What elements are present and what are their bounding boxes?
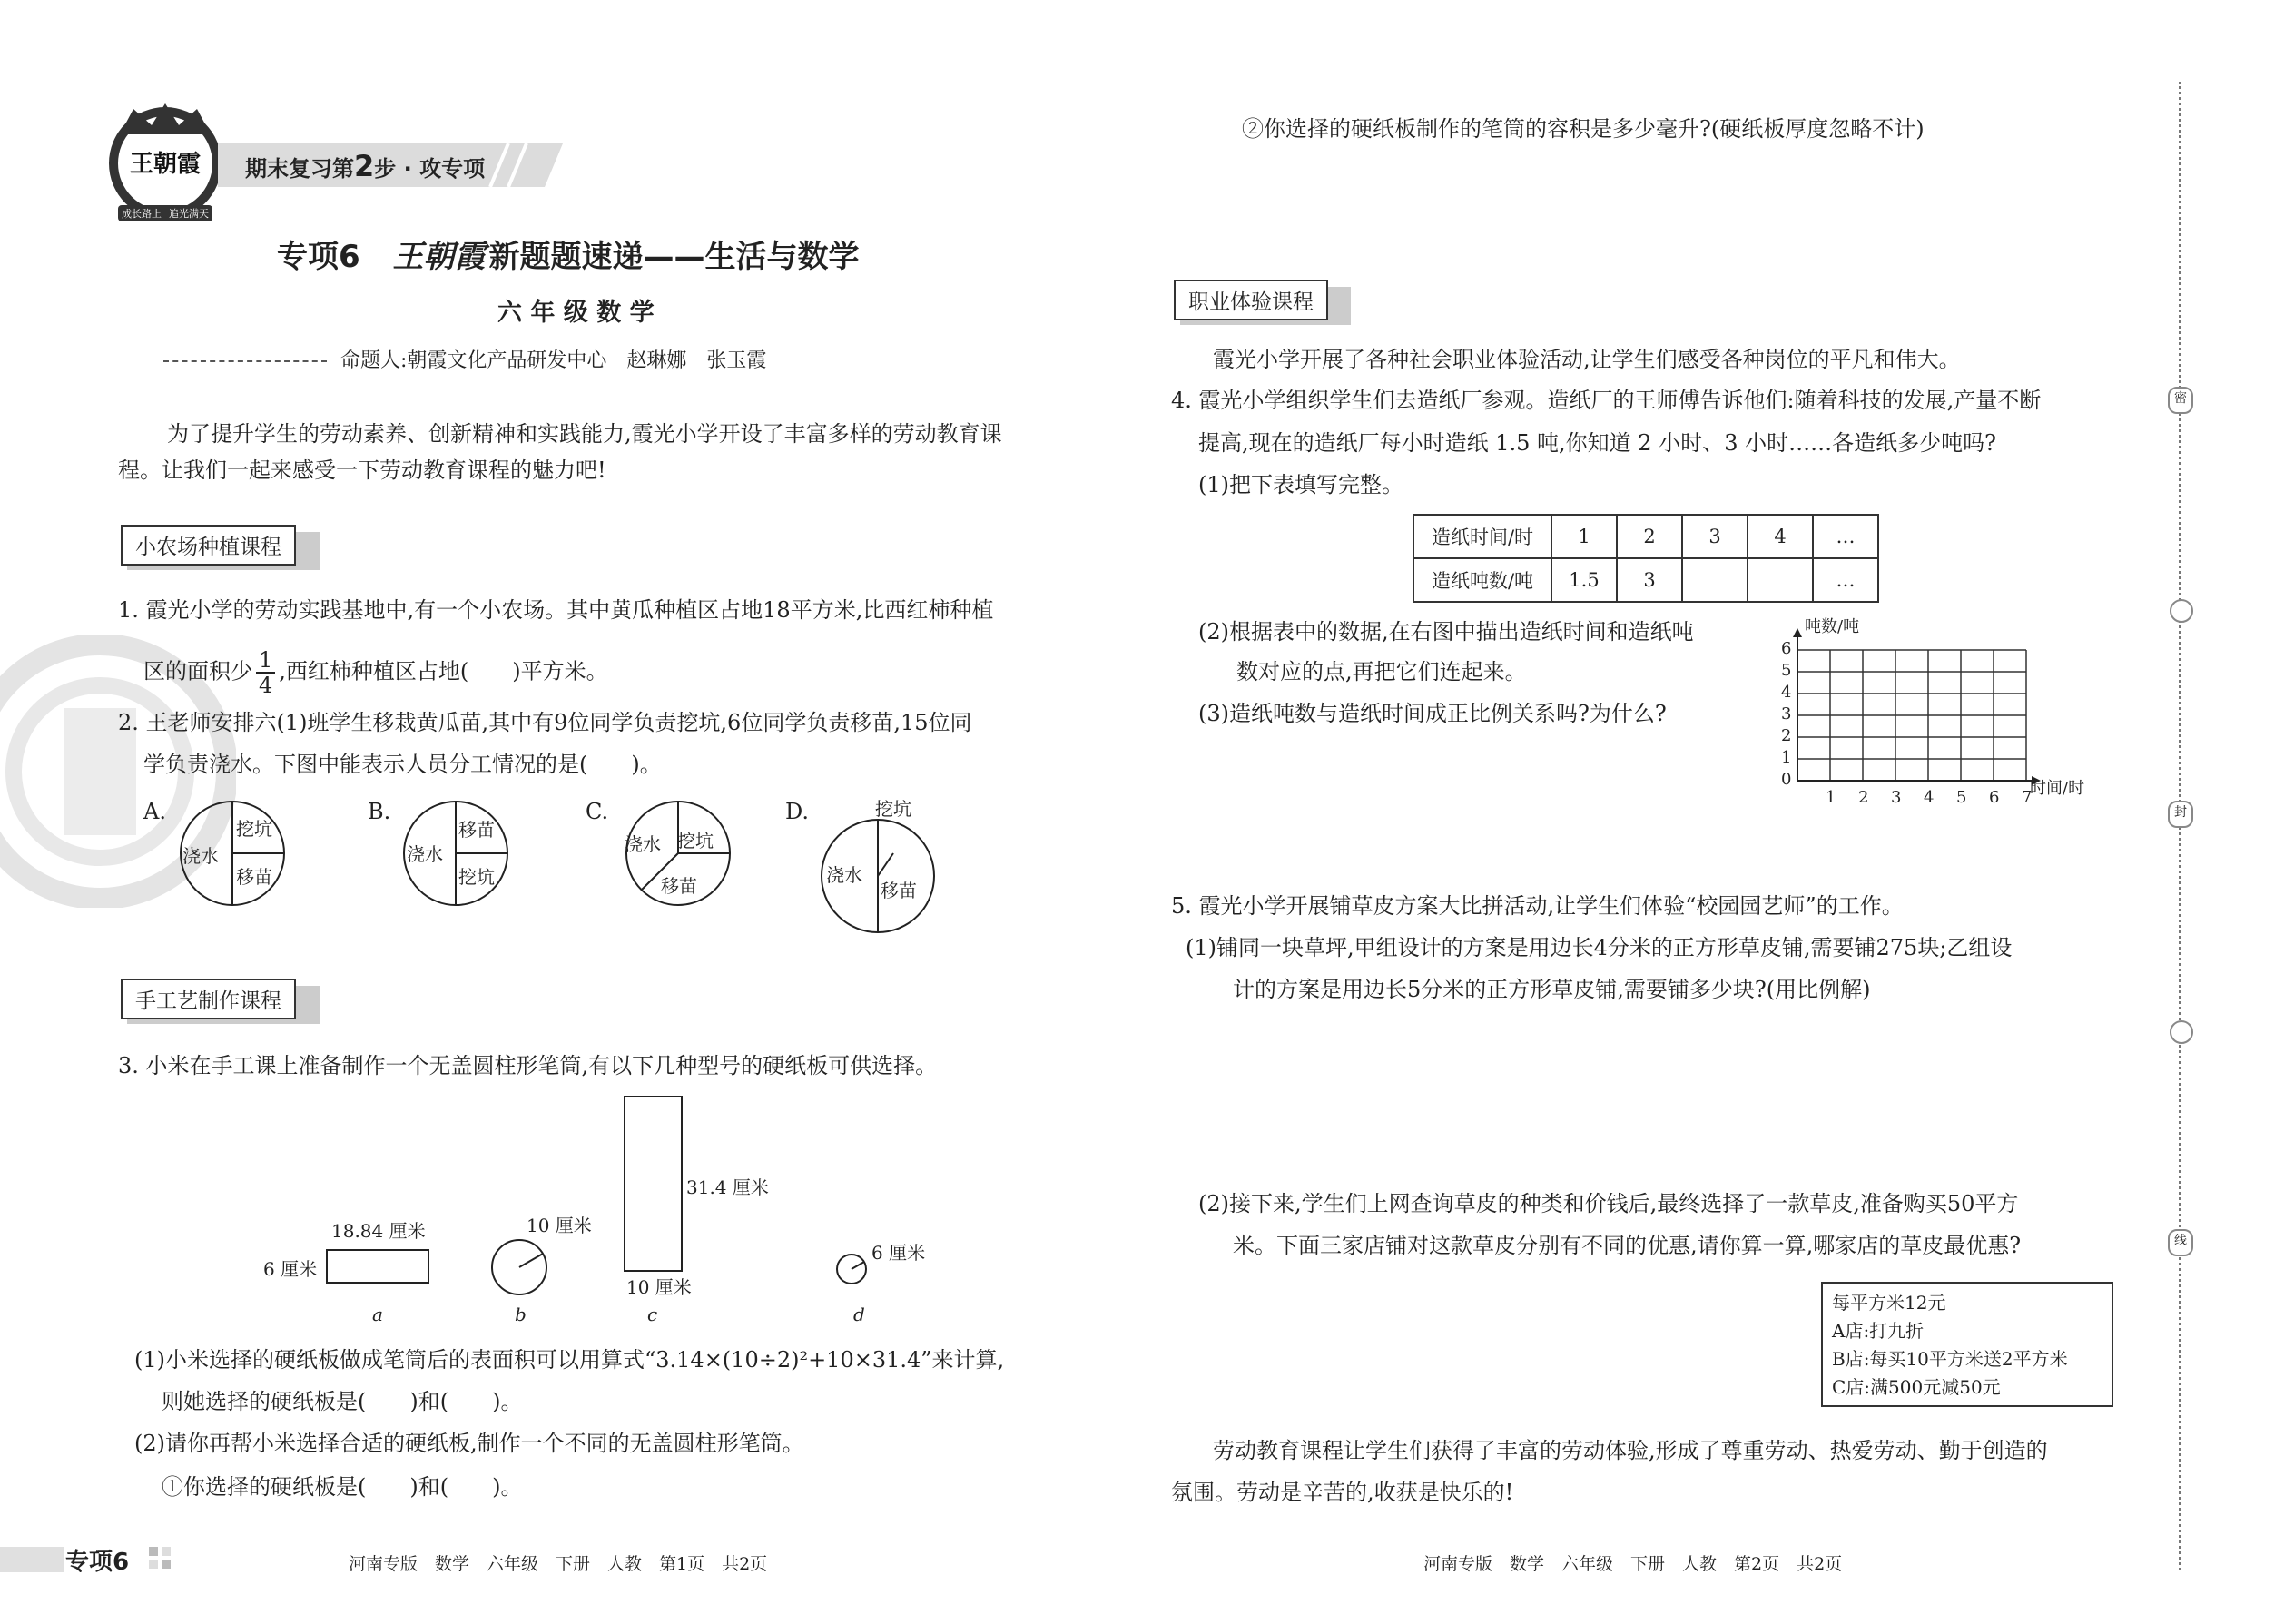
pie-b-label-move: 移苗 bbox=[458, 819, 495, 841]
q2-line-1: 2. 王老师安排六(1)班学生移栽黄瓜苗,其中有9位同学负责挖坑,6位同学负责移苗,15位同 bbox=[118, 710, 972, 735]
intro-line-2: 程。让我们一起来感受一下劳动教育课程的魅力吧! bbox=[118, 458, 606, 483]
subtitle: 六 年 级 数 学 bbox=[497, 299, 655, 327]
q3-2-1-line: ①你选择的硬纸板是( )和( )。 bbox=[162, 1474, 523, 1500]
price-line: B店:每买10平方米送2平方米 bbox=[1832, 1348, 2068, 1370]
footer-right: 河南专版 数学 六年级 下册 人教 第2页 共2页 bbox=[1423, 1554, 1843, 1574]
table-cell: 1.5 bbox=[1551, 558, 1617, 602]
grid-x-tick: 6 bbox=[1989, 788, 2000, 807]
table-cell: 1 bbox=[1551, 515, 1617, 558]
q3-2-2-line: ②你选择的硬纸板制作的笔筒的容积是多少毫升?(硬纸板厚度忽略不计) bbox=[1242, 116, 1925, 142]
q4-2-line-2: 数对应的点,再把它们连起来。 bbox=[1236, 659, 1527, 684]
q4-1-line: (1)把下表填写完整。 bbox=[1198, 472, 1403, 497]
grid-x-tick: 5 bbox=[1956, 788, 1967, 807]
fraction-den: 4 bbox=[259, 673, 273, 698]
closing-line-1: 劳动教育课程让学生们获得了丰富的劳动体验,形成了尊重劳动、热爱劳动、勤于创造的 bbox=[1213, 1438, 2048, 1463]
table-cell: 造纸吨数/吨 bbox=[1413, 558, 1551, 602]
q1-line-1: 1. 霞光小学的劳动实践基地中,有一个小农场。其中黄瓜种植区占地18平方米,比西红柿种植 bbox=[118, 597, 994, 623]
grid-y-tick: 0 bbox=[1781, 770, 1792, 789]
q3-line: 3. 小米在手工课上准备制作一个无盖圆柱形笔筒,有以下几种型号的硬纸板可供选择。 bbox=[118, 1053, 938, 1078]
pie-a-label-dig: 挖坑 bbox=[236, 818, 272, 840]
pie-c-label-water: 浇水 bbox=[625, 833, 661, 855]
cardboard-figure bbox=[254, 1089, 962, 1334]
paper-output-table bbox=[1413, 514, 1879, 603]
q4-2-line-1: (2)根据表中的数据,在右图中描出造纸时间和造纸吨 bbox=[1198, 619, 1694, 645]
fraction-num: 1 bbox=[256, 648, 275, 674]
table-cell[interactable] bbox=[1682, 558, 1748, 602]
pie-options bbox=[136, 790, 989, 935]
closing-line-2: 氛围。劳动是辛苦的,收获是快乐的! bbox=[1171, 1480, 1514, 1505]
logo-caption-right: 追光满天 bbox=[169, 208, 209, 220]
grid-y-tick: 6 bbox=[1781, 639, 1792, 658]
table-cell: … bbox=[1813, 558, 1878, 602]
board-c-height-label: 31.4 厘米 bbox=[686, 1176, 769, 1198]
q4-line-2: 提高,现在的造纸厂每小时造纸 1.5 吨,你知道 2 小时、3 小时……各造纸多少吨吗? bbox=[1198, 430, 1996, 456]
q1-text-a: 区的面积少 bbox=[143, 658, 252, 684]
grid-x-tick: 4 bbox=[1924, 788, 1935, 807]
section-label-farm: 小农场种植课程 bbox=[121, 525, 296, 566]
footer-tag-bar bbox=[0, 1547, 64, 1572]
step-banner bbox=[218, 143, 563, 187]
intro-line-1: 为了提升学生的劳动素养、创新精神和实践能力,霞光小学开设了丰富多样的劳动教育课 bbox=[167, 421, 1002, 447]
pie-d-label-move: 移苗 bbox=[881, 880, 917, 901]
q5-line: 5. 霞光小学开展铺草皮方案大比拼活动,让学生们体验“校园园艺师”的工作。 bbox=[1171, 893, 1904, 919]
q1-fraction bbox=[256, 648, 275, 697]
option-c-letter: C. bbox=[586, 799, 609, 824]
binding-mark: 密 bbox=[2168, 387, 2193, 414]
board-a-width-label: 18.84 厘米 bbox=[331, 1220, 426, 1242]
board-c-letter: c bbox=[647, 1304, 658, 1325]
price-box bbox=[1821, 1282, 2113, 1407]
banner-prefix: 期末复习第 bbox=[245, 156, 354, 182]
footer-tag-dots bbox=[149, 1547, 185, 1572]
pie-c-label-move: 移苗 bbox=[661, 875, 697, 897]
table-row bbox=[1413, 515, 1878, 558]
table-cell: 2 bbox=[1617, 515, 1682, 558]
table-cell: 4 bbox=[1748, 515, 1813, 558]
title-prefix: 专项6 bbox=[277, 239, 360, 275]
footer-tag: 专项6 bbox=[65, 1549, 130, 1576]
price-line: 每平方米12元 bbox=[1832, 1292, 1946, 1314]
grid-x-tick: 1 bbox=[1826, 788, 1836, 807]
grid-y-tick: 4 bbox=[1781, 683, 1792, 702]
binding-mark: 线 bbox=[2168, 1229, 2193, 1256]
q1-line-2 bbox=[143, 648, 608, 697]
authors-line bbox=[163, 347, 881, 374]
q5-2-line-2: 米。下面三家店铺对这款草皮分别有不同的优惠,请你算一算,哪家店的草皮最优惠? bbox=[1233, 1233, 2022, 1258]
grid-y-tick: 2 bbox=[1781, 726, 1792, 745]
pie-b-label-dig: 挖坑 bbox=[458, 866, 495, 888]
board-a-height-label: 6 厘米 bbox=[263, 1258, 318, 1280]
table-cell[interactable] bbox=[1748, 558, 1813, 602]
q5-2-line-1: (2)接下来,学生们上网查询草皮的种类和价钱后,最终选择了一款草皮,准备购买50平方 bbox=[1198, 1191, 2019, 1216]
banner-step-number: 2 bbox=[354, 149, 375, 183]
table-row bbox=[1413, 558, 1878, 602]
table-cell: 造纸时间/时 bbox=[1413, 515, 1551, 558]
grid-y-label: 吨数/吨 bbox=[1805, 617, 1860, 636]
logo-text: 王朝霞 bbox=[129, 151, 201, 178]
grid-x-tick: 2 bbox=[1858, 788, 1869, 807]
pie-b-label-water: 浇水 bbox=[407, 843, 443, 865]
grid-y-tick: 3 bbox=[1781, 704, 1792, 723]
career-intro: 霞光小学开展了各种社会职业体验活动,让学生们感受各种岗位的平凡和伟大。 bbox=[1213, 347, 1961, 372]
q4-3-line: (3)造纸吨数与造纸时间成正比例关系吗?为什么? bbox=[1198, 701, 1667, 726]
title-main: 新题题速递——生活与数学 bbox=[488, 239, 860, 275]
grid-x-tick: 3 bbox=[1891, 788, 1902, 807]
brand-logo bbox=[102, 98, 229, 225]
grid-x-tick: 7 bbox=[2022, 788, 2033, 807]
option-a-letter: A. bbox=[143, 799, 166, 824]
q1-text-b: ,西红柿种植区占地( )平方米。 bbox=[279, 658, 608, 684]
pie-a-label-move: 移苗 bbox=[236, 866, 272, 888]
pie-c-label-dig: 挖坑 bbox=[677, 830, 714, 851]
board-d-diameter-label: 6 厘米 bbox=[871, 1242, 926, 1264]
pie-a-label-water: 浇水 bbox=[182, 845, 219, 867]
q2-line-2: 学负责浇水。下图中能表示人员分工情况的是( )。 bbox=[143, 752, 662, 777]
footer-left: 河南专版 数学 六年级 下册 人教 第1页 共2页 bbox=[349, 1554, 768, 1574]
grid-x-label: 时间/时 bbox=[2030, 779, 2085, 798]
pie-d-label-water: 浇水 bbox=[826, 864, 862, 886]
q3-1-line-1: (1)小米选择的硬纸板做成笔筒后的表面积可以用算式“3.14×(10÷2)²+10×31.4”来计算, bbox=[134, 1347, 1005, 1373]
q5-1-line-1: (1)铺同一块草坪,甲组设计的方案是用边长4分米的正方形草皮铺,需要铺275块;乙组设 bbox=[1186, 935, 2013, 960]
coordinate-grid[interactable] bbox=[1752, 614, 2097, 813]
logo-caption-left: 成长路上 bbox=[122, 208, 162, 220]
q3-2-line: (2)请你再帮小米选择合适的硬纸板,制作一个不同的无盖圆柱形笔筒。 bbox=[134, 1431, 804, 1456]
pie-d-label-dig: 挖坑 bbox=[875, 798, 911, 820]
board-a-letter: a bbox=[372, 1304, 383, 1325]
title-brand: 王朝霞 bbox=[392, 239, 486, 275]
banner-suffix: 步 · 攻专项 bbox=[374, 156, 486, 182]
section-label-career: 职业体验课程 bbox=[1174, 280, 1328, 320]
option-d-letter: D. bbox=[785, 799, 810, 824]
binding-mark: 封 bbox=[2168, 801, 2193, 828]
binding-circle bbox=[2170, 1020, 2193, 1044]
board-b-diameter-label: 10 厘米 bbox=[527, 1215, 592, 1236]
authors: 命题人:朝霞文化产品研发中心 赵琳娜 张玉霞 bbox=[340, 349, 767, 372]
table-cell: 3 bbox=[1682, 515, 1748, 558]
section-label-craft: 手工艺制作课程 bbox=[121, 979, 296, 1019]
option-b-letter: B. bbox=[368, 799, 391, 824]
q3-1-line-2: 则她选择的硬纸板是( )和( )。 bbox=[162, 1389, 523, 1414]
price-line: C店:满500元减50元 bbox=[1832, 1376, 2001, 1398]
price-line: A店:打九折 bbox=[1832, 1320, 1925, 1342]
board-c-width-label: 10 厘米 bbox=[626, 1276, 692, 1298]
binding-circle bbox=[2170, 599, 2193, 623]
table-cell: … bbox=[1813, 515, 1878, 558]
page-title bbox=[277, 231, 860, 276]
grid-y-tick: 5 bbox=[1781, 661, 1792, 680]
q4-line-1: 4. 霞光小学组织学生们去造纸厂参观。造纸厂的王师傅告诉他们:随着科技的发展,产量不断 bbox=[1171, 388, 2042, 413]
board-d-letter: d bbox=[853, 1304, 865, 1325]
q5-1-line-2: 计的方案是用边长5分米的正方形草皮铺,需要铺多少块?(用比例解) bbox=[1233, 977, 1871, 1002]
board-b-letter: b bbox=[515, 1304, 527, 1325]
grid-y-tick: 1 bbox=[1781, 748, 1792, 767]
table-cell: 3 bbox=[1617, 558, 1682, 602]
